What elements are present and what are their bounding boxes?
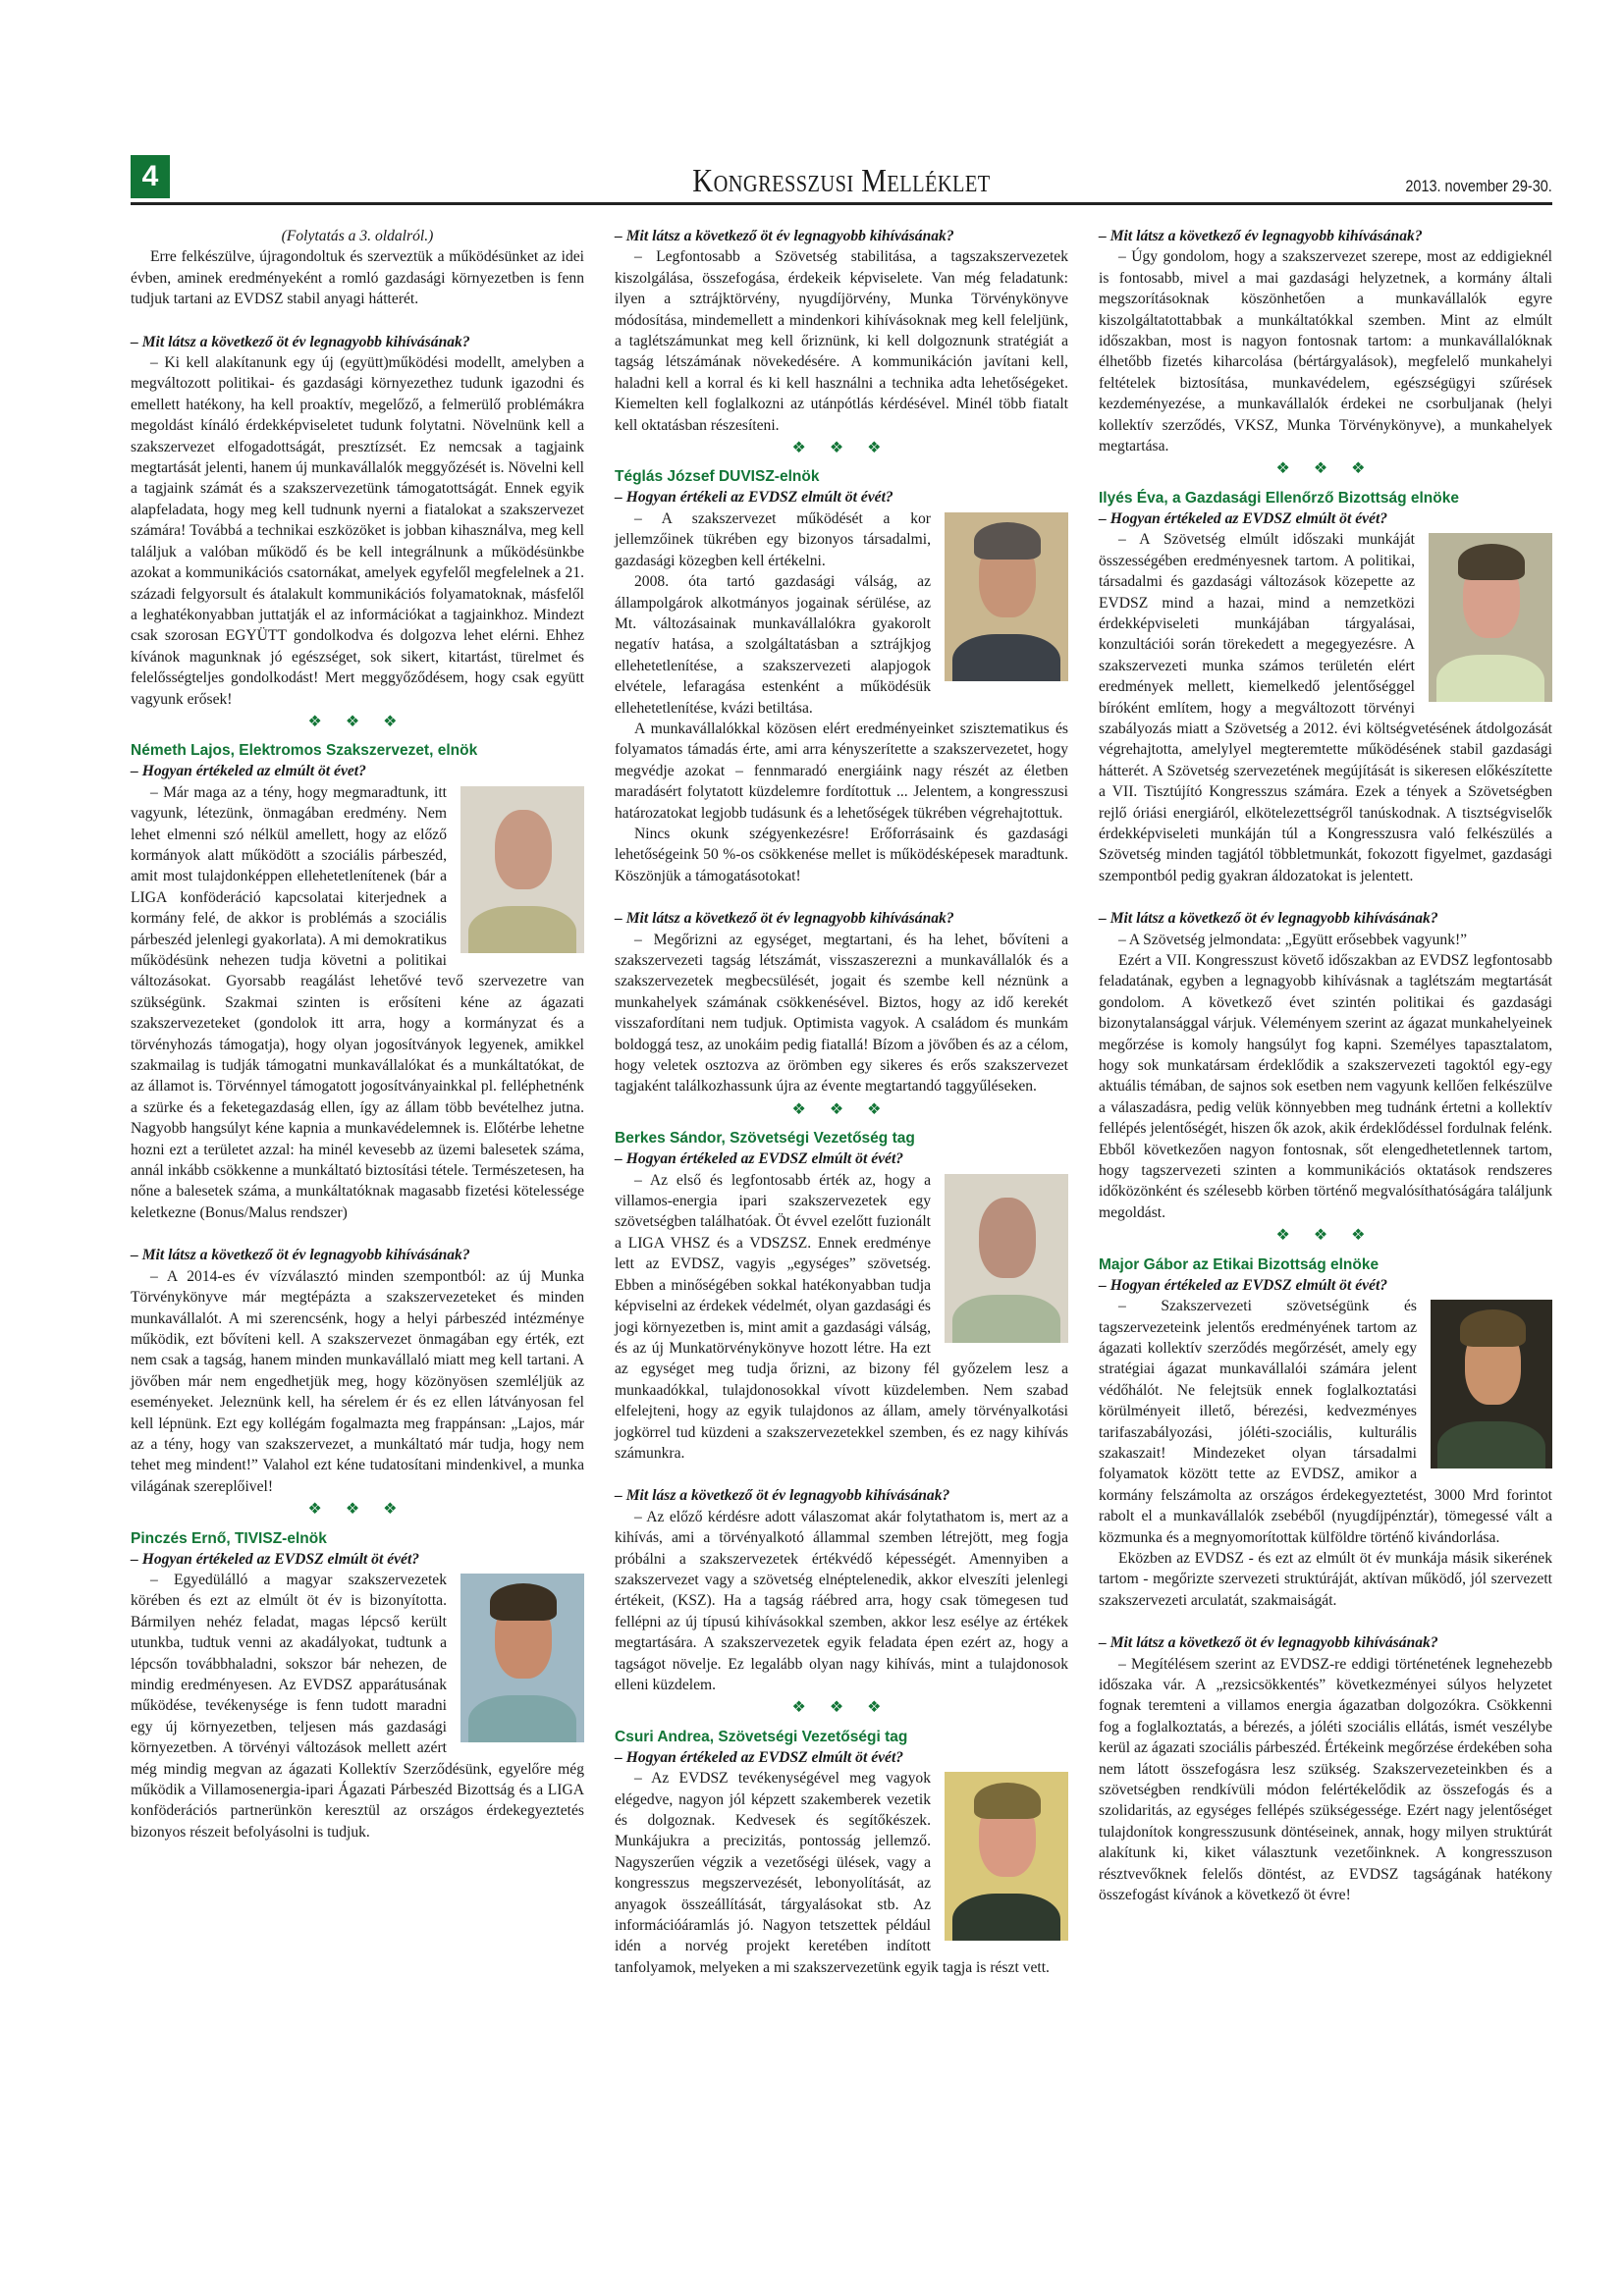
answer-paragraph: – Egyedülálló a magyar szakszervezetek körében és ezt az elmúlt öt év is bizonyította. Bármilyen nehéz feladat, magas lépcső került utunkba, tudtuk venni az akadályokat, tudtunk a lépcsőn továbbhaladni, sokszor bár nehezen, de mindig eredményesen. Az EVDSZ apparátusának működése, tevékenysége is fenn tudott maradni egy új környezetben, teljesen más gazdasági környezetben. A törvényi változások mellett azért még mindig megvan az ágazati Kollektív Szerződésünk, egyelőre még működik a Villamosenergia-ipari Ágazati Párbeszéd Bizottság és a LIGA konföderációs partnerünkön keresztül az országos érdekegyeztetés bizonyos részeit befolyásolni is tudjuk. bbox=[131, 1571, 584, 1841]
answer-paragraph: – A szakszervezet működését a kor jellemzőinek tükrében egy bizonyos társadalmi, gazdasági közegben kell értékelni. bbox=[615, 509, 931, 569]
intro-paragraph: Erre felkészülve, újragondoltuk és szerveztük a működésünket az idei évben, aminek eredményeként a romló gazdasági környezetben is fenn tudjuk tartani az EVDSZ stabil anyagi hátterét. bbox=[131, 248, 584, 308]
interviewee-name: Ilyés Éva, a Gazdasági Ellenőrző Bizottság elnöke bbox=[1099, 489, 1459, 507]
section-divider-icon: ❖ ❖ ❖ bbox=[791, 1100, 892, 1118]
answer-paragraph: – Megítélésem szerint az EVDSZ-re eddigi történetének legnehezebb időszaka vár. A „rezsicsökkentés” következményei súlyos helyzetet fognak teremteni a villamos energia ágazatban dolgozókra. Csökkenni fog a foglalkoztatás, a bérezés, a jóléti szociális ellátás, ismét veszélybe kerül az ágazati szociális párbeszéd. Értékeink megőrzése érdekében soha nem látott összefogásra lesz szükség. Szakszervezeteinkben és a szövetségben rendkívüli módon felértékelődik az összefogás és a szolidaritás, az egységes fellépés szükségessége. Ezért nagy jelentőséget tulajdonítok kongresszusunk döntéseinek, annak, hogy milyen struktúrát alakítunk ki, kiket választunk vezetőinknek. A kongresszuson résztvevőknek felelős döntést, az EVDSZ tagságának hatékony összefogást kívánok a következő öt évre! bbox=[1099, 1655, 1552, 1904]
question: – Hogyan értékeled az EVDSZ elmúlt öt évét? bbox=[131, 1550, 420, 1568]
section-divider-icon: ❖ ❖ ❖ bbox=[307, 1501, 407, 1519]
question: – Mit látsz a következő öt év legnagyobb kihívásának? bbox=[615, 910, 954, 928]
question: – Mit látsz a következő öt év legnagyobb kihívásának? bbox=[1099, 910, 1438, 928]
portrait-photo-major bbox=[1431, 1300, 1552, 1468]
answer-paragraph: – Az előző kérdésre adott válaszomat akár folytathatom is, mert az a kihívás, ami a törvényalkotó állammal szemben létrejött, meg fogja próbálni a szakszervezetek értékvédő képességét. Amennyiben a szakszervezet vagy a szövetség elnéptelenedik, akkor elveszíti jelenlegi értékeit, (KSZ). Ha a tagság ráébred arra, hogy csak tömegesen tud fellépni az új típusú kihívásokkal szemben, akkor lesz esélye az értékek megtartására. A szakszervezetek egyik feladata épen ezért az, hogy a tagságot növelje. Ez legalább olyan nagy kihívás, mint a tulajdonosok elleni küzdelem. bbox=[615, 1508, 1068, 1693]
question: – Mit látsz a következő öt év legnagyobb kihívásának? bbox=[615, 228, 954, 244]
interviewee-name: Csuri Andrea, Szövetségi Vezetőségi tag bbox=[615, 1728, 908, 1745]
question: – Hogyan értékeled az EVDSZ elmúlt öt évét? bbox=[615, 1748, 904, 1766]
section-divider-icon: ❖ ❖ ❖ bbox=[791, 1699, 892, 1717]
question: – Mit látsz a következő öt év legnagyobb kihívásának? bbox=[131, 1247, 470, 1264]
continued-from-note: (Folytatás a 3. oldalról.) bbox=[281, 228, 434, 244]
question: – Hogyan értékeled az EVDSZ elmúlt öt évét? bbox=[1099, 509, 1388, 527]
question: – Mit lász a következő öt év legnagyobb kihívásának? bbox=[615, 1487, 950, 1505]
answer-paragraph: – Az EVDSZ tevékenységével meg vagyok elégedve, nagyon jól képzett szakemberek vezetik és dolgoznak. Kedvesek és segítőkészek. Munkájukra a precizitás, pontosság jellemző. Nagyszerűen végzik a vezetőségi ülések, vagy a kongresszus megszervezését, lebonyolítását, az anyagok összeállítását, tárgyalásokat stb. Az információáramlás jó. Nagyon tetszettek például idén a norvég projekt keretében indított tanfolyamok, melyeken a mi szakszervezetünk egyik tagja is részt vett. bbox=[615, 1770, 1050, 1976]
answer-paragraph: – Ki kell alakítanunk egy új (együtt)működési modellt, amelyben a megváltozott politikai- és gazdasági környezethez tudunk igazodni és emellett hatékony, ha kell proaktív, megelőző, a felmerülő problémákra megoldást kínáló érdekképviseletet tudunk folytatni. Növelnünk kell a szakszervezet elfogadottságát, presztízsét. Ez nemcsak a tagjaink megtartását jelenti, hanem új munkavállalók meggyőzését is. Növelni kell a tagjaink számát és a szakszervezetünk támogatottságát. Ennek egyik alapfeladata, hogy meg kell tudnunk nyerni a fiatalokat a szakszervezet számára! Továbbá a technikai eszközöket is jobban kihasználva, meg kell találjuk a valóban működő és be kell integrálnunk a működésünkbe azokat a kommunikációs csatornákat, amelyek egyfelől megfelelnek a 21. századi felgyorsult és átalakult kommunikációs folyamatoknak, másfelől a leghatékonyabban juttatják el az információkat a tagjainkhoz. Mindezt csak szorosan EGYÜTT gondolkodva és dolgozva lehet elérni. Ehhez kívánok magunknak jó egészséget, sok sikert, kitartást, türelmet és felelősségteljes gondolkodást! Mert meggyőződésem, hogy csak együtt vagyunk erősek! bbox=[131, 354, 584, 708]
interviewee-name: Major Gábor az Etikai Bizottság elnöke bbox=[1099, 1255, 1380, 1273]
question: – Hogyan értékeled az elmúlt öt évet? bbox=[131, 763, 366, 780]
portrait-photo-berkes bbox=[945, 1174, 1068, 1343]
answer-paragraph: – A 2014-es év vízválasztó minden szempontból: az új Munka Törvénykönyve már megtépázta a szakszervezeteket és minden munkavállalót. A mi szerencsénk, hogy a helyi párbeszéd intézménye működik, ezt bővíteni kell. A szakszervezet önmagában egy érték, ezt nem csak a tagság, hanem minden munkavállaló miatt meg kell tartani. A jövőben már nem engedhetjük meg, hogy közönyösen szemléljük az eseményeket. Jeleznünk kell, ha sérelem ér és ez ellen látványosan fel kell lépnünk. Ezt egy kollégám fogalmazta meg frappánsan: „Lajos, már az a tény, hogy van szakszervezet, a munkáltató már tudja, hogy nem tehet meg mindent!” Valahol ezt kéne tudatosítani mindenkivel, a munka világának szereplőivel! bbox=[131, 1267, 584, 1495]
question: – Mit látsz a következő év legnagyobb kihívásának? bbox=[1099, 228, 1423, 244]
answer-paragraph: – Megőrizni az egységet, megtartani, és ha lehet, bővíteni a szakszervezeti tagság létszámát, visszaszerezni a munkavállalók és a szakszervezetek megbecsülését, jogait és szembe kell néznünk a munkahelyek számának csökkenésével. Biztos, hogy az idő kerekét visszafordítani nem tudjuk. Optimista vagyok. A családom és munkám boldoggá tesz, az unokáim pedig fiatallá! Bízom a jövőben és az a célom, hogy veletek osztozva az örömben egy sikeres és erős szakszervezet tagjaként találkozhassunk újra az évente megtartandó taggyűléseken. bbox=[615, 931, 1068, 1095]
interviewee-name: Berkes Sándor, Szövetségi Vezetőség tag bbox=[615, 1130, 915, 1148]
answer-paragraph: A munkavállalókkal közösen elért eredményeinket szisztematikus és folyamatos támadás érte, ami arra kényszerítette a szakszervezetet, hogy megvédje azokat – fennmaradó energiáink nagy részét az életben maradásért folytatott küzdelemre fordítottuk ... Jelentem, a kongresszusi határozatokat legjobb tudásunk és a lehetőségek tükrében végrehajtottuk. bbox=[615, 720, 1068, 822]
answer-paragraph: – Már maga az a tény, hogy megmaradtunk, itt vagyunk, létezünk, önmagában eredmény. Nem lehet elmenni szó nélkül amellett, hogy az előző kormányok alatt működött a szociális párbeszéd, amit most tulajdonképpen ellehetetlenítenek (bár a LIGA konföderáció kapcsolatai kiterjednek a kormány felé, de akkor is problémás a szociális párbeszéd jelenlegi gyakorlata). A mi demokratikus működésünk nehezen tudja követni a politikai változásokat. Gyorsabb reagálást lehetővé tevő szervezetre van szükségünk. Szakmai szinten is erősíteni kéne az ágazati szakszervezeteket (gondolok itt arra, hogy a kormányzat és a törvényhozás támogatja), hogy olyan jogosítványok legyenek, amikkel szakmailag is tudják támogatni munkavállalókat és a munkáltatókat, de az államot is. Törvénnyel támogatott jogosítványainkkal pl. felléphetnénk a szürke és a feketegazdaság ellen, így az állam több bevételhez jutna. Nagyobb hangsúlyt kéne kapnia a munkavédelemnek is. Előtérbe lehetne hozni ezt a területet azzal: ha minél kevesebb az üzemi balesetek száma, annál inkább csökkenne a munkáltató biztosítási tétele. Természetesen, ha nőne a balesetek száma, a munkáltatóknak magasabb fizetési kötelessége keletkezne (Bonus/Malus rendszer) bbox=[131, 783, 584, 1221]
question: – Mit látsz a következő öt év legnagyobb kihívásának? bbox=[1099, 1634, 1438, 1652]
interviewee-name: Pinczés Ernő, TIVISZ-elnök bbox=[131, 1529, 327, 1547]
publication-title: Kongresszusi Melléklet bbox=[692, 163, 991, 199]
column-3 bbox=[1099, 226, 1552, 1978]
portrait-photo-ilyes bbox=[1429, 533, 1552, 702]
column-2 bbox=[615, 226, 1068, 1978]
newspaper-page bbox=[131, 155, 1553, 1976]
answer-paragraph: – A Szövetség jelmondata: „Együtt erősebbek vagyunk!” bbox=[1118, 931, 1468, 948]
question: – Hogyan értékeli az EVDSZ elmúlt öt évét? bbox=[615, 489, 893, 507]
answer-paragraph: Nincs okunk szégyenkezésre! Erőforrásaink és gazdasági lehetőségeink 50 %-os csökkenése mellet is működésképesek maradtunk. Köszönjük a támogatásotokat! bbox=[615, 825, 1068, 884]
portrait-photo-pinczes bbox=[460, 1574, 584, 1742]
question: – Hogyan értékeled az EVDSZ elmúlt öt évét? bbox=[615, 1150, 904, 1168]
column-1 bbox=[131, 226, 584, 1978]
section-divider-icon: ❖ ❖ ❖ bbox=[791, 440, 892, 457]
question: – Hogyan értékeled az EVDSZ elmúlt öt évét? bbox=[1099, 1276, 1388, 1294]
answer-paragraph: – Szakszervezeti szövetségünk és tagszervezeteink jelentős eredményének tartom az ágazati kollektív szerződés megőrzését, amely egy stratégiai ágazat munkavállalói számára jelent védőhálót. Ne felejtsük ennek foglalkoztatási körülményeit illető, bérezési, kedvezményes tarifaszabályozási, jóléti-szociális, kulturális szakaszait! Mindezeket olyan társadalmi folyamatok között tette az EVDSZ, amikor a kormány felszámolta az országos érdekegyeztetést, 3000 Mrd forintot rabolt el a munkavállalók zsebéből (nyugdíjpénztár), tömegessé vált a közmunka és a megnyomorítottak külföldre történő kivándorlása. bbox=[1099, 1298, 1552, 1546]
answer-paragraph: Ezért a VII. Kongresszust követő időszakban az EVDSZ legfontosabb feladatának, egyben a legnagyobb kihívásnak a taglétszám megtartását gondolom. A következő évet szintén politikai és gazdasági bizonytalansággal várjuk. Véleményem szerint az ágazat munkahelyeinek megőrzése is komoly hangsúlyt fog kapni. Személyes tapasztalatom, hogy sok munkatársam érdeklődik a szakszervezeti tagoktól egy-egy aktuális témában, de sajnos sok esetben nem vagyunk kellően felkészülve a válaszadásra, pedig velük könnyebben meg tudnánk értetni a kollektív fellépés jelentőségét, hiszen ők azok, akik érdeklődéssel fordulnak felénk. Ebből következően nagyon fontosnak, sőt elengedhetetlennek tartom, hogy tagszervezeti szinten a kommunikációs oktatások rendszeres időközönként és szélesebb körben történő megvalósíthatóságára találjunk megoldást. bbox=[1099, 952, 1553, 1221]
portrait-photo-csuri bbox=[945, 1772, 1068, 1941]
answer-paragraph: 2008. óta tartó gazdasági válság, az állampolgárok alkotmányos jogainak sérülése, az Mt. változásainak munkavállalókra gyakorolt negatív hatása, a szolgáltatásban a sztrájkjog ellehetetlenítése, a szakszervezeti alapjogok elvétele, lefaragása estenként a működésük ellehetetlenítése, kvázi betiltása. bbox=[615, 573, 931, 717]
answer-paragraph: – Úgy gondolom, hogy a szakszervezet szerepe, most az eddigieknél is fontosabb, mivel a mai gazdasági helyzetnek, a kormány általi megszorításoknak köszönhetően a munkavállalók egyre kiszolgáltatottabbak a munkáltatókkal szemben. Mint az elmúlt időszakban, most is nagyon fontosnak tartom: a munkavállalóknak élhetőbb fizetés kiharcolása (bértárgyalások), megfelelő munkahelyi feltételek biztosítása, munkavédelem, egészségügyi szűrések kezdeményezése, a munkavállalók érdekei ne csorbuljanak (helyi kollektív szerződés, VKSZ, Munka Törvénykönyve), a munkahelyek megtartása. bbox=[1099, 248, 1552, 455]
section-divider-icon: ❖ ❖ ❖ bbox=[307, 713, 407, 730]
answer-paragraph: Eközben az EVDSZ - és ezt az elmúlt öt év munkája másik sikerének tartom - megőrizte szervezeti struktúráját, aktívan működő, jól szervezett szakszervezeti arculatát, szakmaiságát. bbox=[1099, 1549, 1552, 1609]
portrait-photo-nemeth bbox=[460, 786, 584, 953]
section-divider-icon: ❖ ❖ ❖ bbox=[1275, 1227, 1376, 1245]
issue-date: 2013. november 29-30. bbox=[1405, 177, 1552, 195]
interviewee-name: Téglás József DUVISZ-elnök bbox=[615, 468, 820, 486]
portrait-photo-teglas bbox=[945, 512, 1068, 681]
article-columns bbox=[131, 226, 1552, 1978]
interviewee-name: Németh Lajos, Elektromos Szakszervezet, elnök bbox=[131, 742, 478, 760]
answer-paragraph: – A Szövetség elmúlt időszaki munkáját összességében eredményesnek tartom. A politikai, társadalmi és gazdasági változások közepette az EVDSZ mind a hazai, mind a nemzetközi érdekképviseleti munkájában tárgyalásai, konzultációi során törekedett a megegyezésre. A szakszervezeti munka számos területén elért eredmények mellett, kiemelkedő jelentőséggel bíróként említem, hogy a megváltozott törvényi szabályozás miatt a Szövetség a 2012. évi költségvetésének átdolgozását végrehajtotta, amelylyel megteremtette működésének stabil gazdasági hátterét. A Szövetség szervezetének megújítását is sikeresen előkészítette a VII. Tisztújító Kongresszus számára. Ezek a tények a Szövetségben rejlő óriási energiáról, elkötelezettségről tanúskodnak. A tisztségviselők érdekképviseleti munkáján túl a Kongresszusra való felkészülés a Szövetség minden tagjától többletmunkát, fokozott figyelmet, gazdasági szempontból pedig gyakran áldozatokat is jelentett. bbox=[1099, 531, 1552, 884]
answer-paragraph: – Legfontosabb a Szövetség stabilitása, a tagszakszervezetek kiszolgálása, összefogása, érdekeik képviselete. Van még feladatunk: ilyen a sztrájktörvény, nyugdíjörvény, Munka Törvénykönyve módosítása, mindemellett a mindenkori kihívásoknak meg kell feleljünk, a taglétszámunkat meg kell őriznünk, ki kell dolgoznunk stratégiát a tagság létszámának növekedésére. A kommunikáción javítani kell, haladni kell a korral és ki kell használni a technika adta lehetőségeket. Kiemelten kell foglalkozni az utánpótlás kérdésével. Minél több fiatalt kell oktatásban részesíteni. bbox=[615, 248, 1068, 434]
masthead bbox=[131, 155, 1552, 205]
page-number-badge: 4 bbox=[131, 155, 170, 198]
answer-paragraph: – Az első és legfontosabb érték az, hogy a villamos-energia ipari szakszervezetek egy szövetségben találhatóak. Öt évvel ezelőtt fuzionált a LIGA VHSZ és a VDSZSZ. Ennek eredménye lett az EVDSZ, vagyis „egységes” szövetség. Ebben a minőségében sokkal hatékonyabban tudja képviselni az érdekek védelmét, olyan gazdasági és jogi környezetben is, mint amit a gazdasági válság, és az új Munkatörvénykönyve hozott létre. Ha ezt az egységet meg tudja őrizni, az bizony fél győzelem lesz a munkaadókkal, tulajdonosokkal vívott küzdelemben. Nem szabad elfelejteni, hogy az egyik tulajdonos az állam, amely törvényalkotási jogkörrel tud küzdeni a szakszervezetekkel szemben, és ez nagy kihívás számunkra. bbox=[615, 1171, 1068, 1462]
section-divider-icon: ❖ ❖ ❖ bbox=[1275, 460, 1376, 478]
question: – Mit látsz a következő öt év legnagyobb kihívásának? bbox=[131, 333, 470, 350]
